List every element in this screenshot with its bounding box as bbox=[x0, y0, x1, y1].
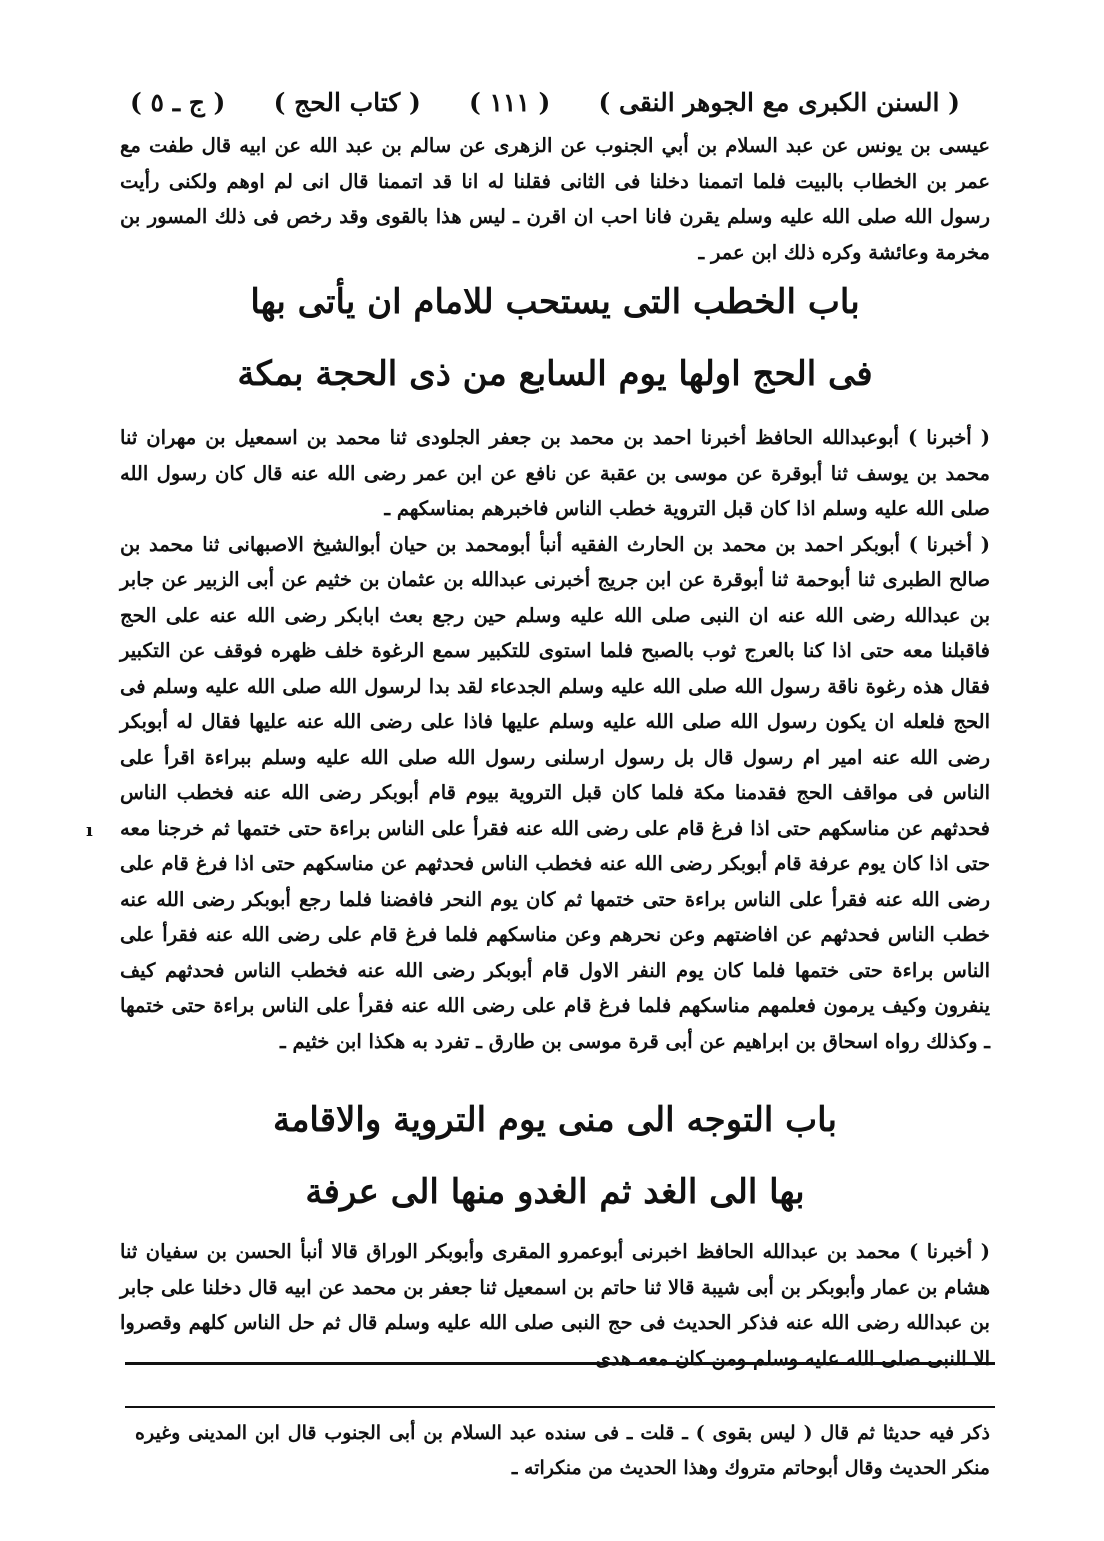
footnote-separator-rule bbox=[125, 1406, 995, 1408]
chapter-1-paragraph-2: ( أخبرنا ) أبوبكر احمد بن محمد بن الحارث الفقيه أنبأ أبومحمد بن حيان أبوالشيخ الاصبهانى ثنا محمد بن صالح الطبرى ثنا أبوحمة ثنا أبوقرة عن ابن جريج أخبرنى عبدالله بن عثمان بن خثيم عن أبى الزبير عن جابر بن عبدالله رضى الله عنه ان النبى صلى الله عليه وسلم حين رجع بعث ابابكر رضى الله عنه على الحج فاقبلنا معه حتى اذا كنا بالعرج ثوب بالصبح فلما استوى للتكبير سمع الرغوة خلف ظهره فوقف عن التكبير فقال هذه رغوة ناقة رسول الله صلى الله عليه وسلم الجدعاء لقد بدا لرسول الله صلى الله عليه وسلم فى الحج فلعله ان يكون رسول الله صلى الله عليه وسلم عليها فاذا على رضى الله عنه عليها فقال له أبوبكر رضى الله عنه امير ام رسول قال بل رسول ارسلنى رسول الله صلى الله عليه وسلم ببراءة اقرأ على الناس فى مواقف الحج فقدمنا مكة فلما كان قبل التروية بيوم قام أبوبكر رضى الله عنه فخطب الناس فحدثهم عن مناسكهم حتى اذا فرغ قام على رضى الله عنه فقرأ على الناس براءة حتى ختمها ثم خرجنا معه حتى اذا كان يوم عرفة قام أبوبكر رضى الله عنه فخطب الناس فحدثهم عن مناسكهم حتى اذا فرغ قام على رضى الله عنه فقرأ على الناس براءة حتى ختمها ثم كان يوم النحر فافضنا فلما رجع أبوبكر رضى الله عنه خطب الناس فحدثهم عن افاضتهم وعن نحرهم وعن مناسكهم فلما فرغ قام على رضى الله عنه فقرأ على الناس براءة حتى ختمها فلما كان يوم النفر الاول قام أبوبكر رضى الله عنه فخطب الناس فحدثهم كيف ينفرون وكيف يرمون فعلمهم مناسكهم فلما فرغ قام على رضى الله عنه فقرأ على الناس براءة حتى ختمها ـ وكذلك رواه اسحاق بن ابراهيم عن أبى قرة موسى بن طارق ـ تفرد به هكذا ابن خثيم ـ bbox=[120, 532, 990, 1053]
opening-text: عيسى بن يونس عن عبد السلام بن أبي الجنوب عن الزهرى عن سالم بن عبد الله عن ابيه قال طفت مع عمر بن الخطاب بالبيت فلما اتممنا دخلنا فى الثانى فقلنا له انا قد اتممنا قال انى لم اوهم ولكنى رأيت رسول الله صلى الله عليه وسلم يقرن فانا احب ان اقرن ـ ليس هذا بالقوى وقد رخص فى ذلك المسور بن مخرمة وعائشة وكره ذلك ابن عمر ـ bbox=[120, 134, 990, 264]
chapter-1-body bbox=[120, 420, 990, 1059]
header-book-title: ( السنن الكبرى مع الجوهر النقى ) bbox=[598, 87, 960, 117]
body-separator-rule bbox=[125, 1362, 995, 1365]
footnote bbox=[135, 1416, 990, 1486]
footnote-text: ذكر فيه حديثا ثم قال ( ليس بقوى ) ـ قلت ـ فى سنده عبد السلام بن أبى الجنوب قال ابن المدينى وغيره منكر الحديث وقال أبوحاتم متروك وهذا الحديث من منكراته ـ bbox=[135, 1422, 990, 1479]
chapter-2-paragraph-1: ( أخبرنا ) محمد بن عبدالله الحافظ اخبرنى أبوعمرو المقرى وأبوبكر الوراق قالا أنبأ الحسن بن سفيان ثنا هشام بن عمار وأبوبكر بن أبى شيبة قالا ثنا حاتم بن اسمعيل ثنا جعفر بن محمد عن ابيه قال دخلنا على جابر بن عبدالله رضى الله عنه فذكر الحديث فى حج النبى صلى الله عليه وسلم قال ثم حل الناس كلهم وقصروا الا النبى صلى الله عليه وسلم ومن كان معه هدى bbox=[120, 1240, 990, 1370]
opening-paragraph bbox=[120, 128, 990, 270]
chapter-2-body bbox=[120, 1234, 990, 1376]
chapter-2-title-line-2: بها الى الغد ثم الغدو منها الى عرفة bbox=[305, 1172, 805, 1212]
chapter-title-1 bbox=[150, 266, 960, 410]
chapter-1-paragraph-1: ( أخبرنا ) أبوعبدالله الحافظ أخبرنا احمد بن محمد بن جعفر الجلودى ثنا محمد بن اسمعيل بن مهران ثنا محمد بن يوسف ثنا أبوقرة عن موسى بن عقبة عن نافع عن ابن عمر رضى الله عنه قال كان رسول الله صلى الله عليه وسلم اذا كان قبل التروية خطب الناس فاخبرهم بمناسكهم ـ bbox=[120, 426, 990, 520]
header-section: ( كتاب الحج ) bbox=[273, 87, 421, 117]
chapter-title-2 bbox=[150, 1084, 960, 1228]
header-volume: ( ج ـ ٥ ) bbox=[130, 87, 226, 117]
chapter-1-title-line-1: باب الخطب التى يستحب للامام ان يأتى بها bbox=[250, 282, 860, 322]
header-page-number: ( ١١١ ) bbox=[468, 87, 551, 117]
running-header bbox=[130, 82, 960, 122]
chapter-2-title-line-1: باب التوجه الى منى يوم التروية والاقامة bbox=[272, 1100, 837, 1140]
margin-mark: ı bbox=[86, 820, 93, 841]
chapter-1-title-line-2: فى الحج اولها يوم السابع من ذى الحجة بمكة bbox=[237, 354, 873, 394]
